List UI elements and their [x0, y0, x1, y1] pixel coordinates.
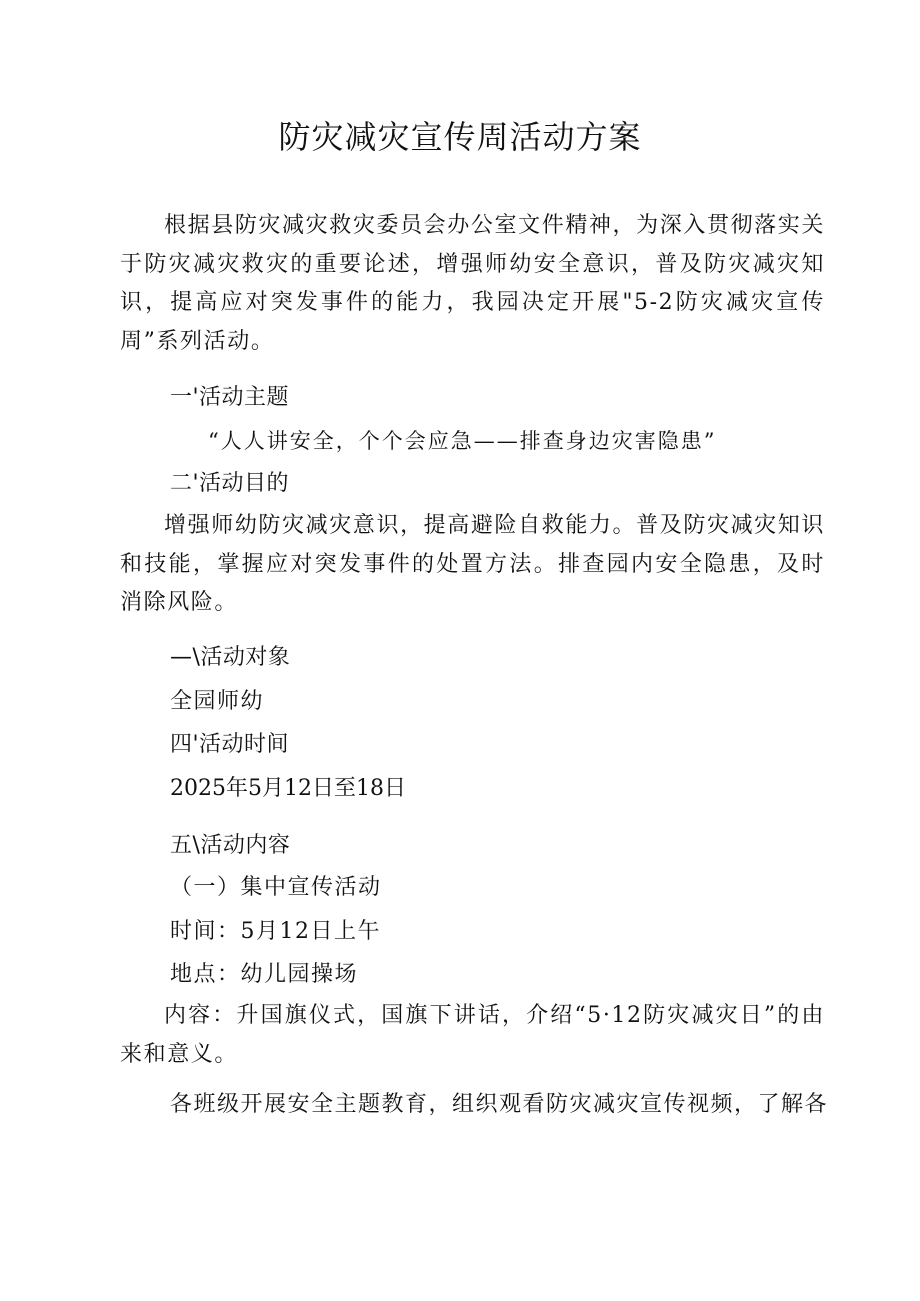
section-target-heading: —\活动对象: [170, 645, 291, 670]
section-time-heading: 四'活动时间: [170, 732, 290, 757]
content-sub1-content: 内容：升国旗仪式，国旗下讲话，介绍“5·12防灾减灾日”的由来和意义。: [120, 1003, 825, 1067]
goal-block: [120, 507, 825, 623]
content-sub1-extra: 各班级开展安全主题教育，组织观看防灾减灾宣传视频，了解各: [170, 1092, 829, 1117]
section-goal-heading: 二'活动目的: [170, 471, 290, 496]
section-time-text: 2025年5月12日至18日: [170, 776, 406, 801]
section-goal-text: 增强师幼防灾减灾意识，提高避险自救能力。普及防灾减灾知识和技能，掌握应对突发事件的处置方法。排查园内安全隐患，及时消除风险。: [120, 513, 825, 615]
intro-paragraph: 根据县防灾减灾救灾委员会办公室文件精神，为深入贯彻落实关于防灾减灾救灾的重要论述，增强师幼安全意识，普及防灾减灾知识，提高应对突发事件的能力，我园决定开展"5-2防灾减灾宣传周”系列活动。: [120, 213, 825, 354]
content-sub1-place: 地点：幼儿园操场: [170, 962, 359, 987]
section-target-text: 全园师幼: [170, 689, 265, 714]
content-sub1-title: （一）集中宣传活动: [170, 875, 382, 900]
section-theme-heading: 一'活动主题: [170, 385, 290, 410]
section-content-heading: 五\活动内容: [170, 833, 291, 858]
content-sub1-time: 时间：5月12日上午: [170, 919, 381, 944]
document-title: 防灾减灾宣传周活动方案: [278, 118, 642, 156]
intro-block: [120, 207, 825, 361]
content-sub1-block: [120, 997, 825, 1074]
section-theme-quote: “人人讲安全，个个会应急——排查身边灾害隐患”: [208, 429, 717, 453]
